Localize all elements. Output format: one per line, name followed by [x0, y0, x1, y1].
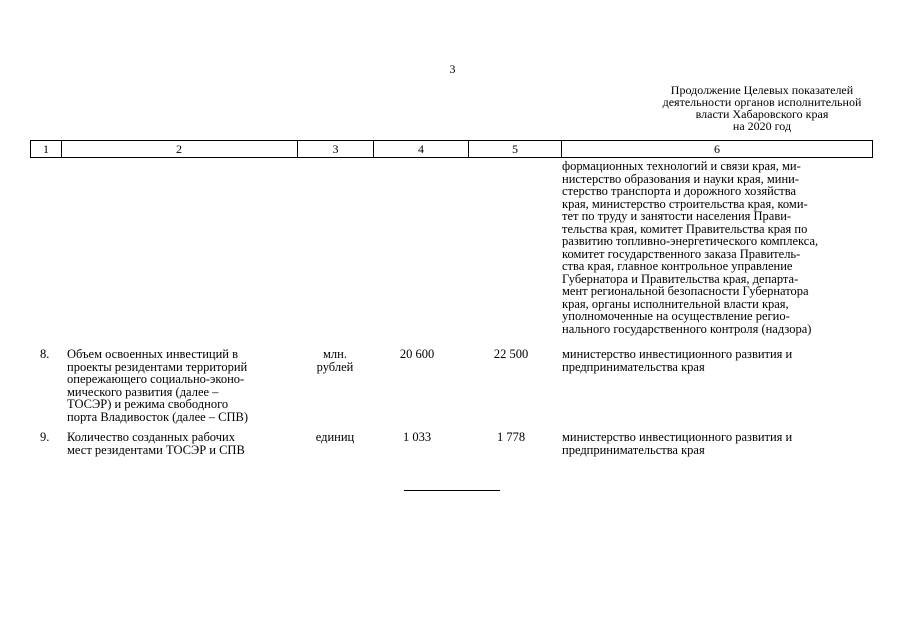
table-caption — [650, 84, 874, 132]
row-8-col5-value: 22 500 — [493, 347, 529, 361]
row-9-col5-value: 1 778 — [496, 430, 526, 444]
row-9-col4-value: 1 033 — [402, 430, 432, 444]
row-9-number: 9. — [40, 430, 50, 444]
row-9-indicator-name: Количество созданных рабочих мест резидентами ТОСЭР и СПВ — [67, 430, 245, 457]
column-header-4: 4 — [374, 140, 469, 158]
row-8-number: 8. — [40, 347, 50, 361]
table-header-row — [30, 140, 873, 158]
column-header-1: 1 — [30, 140, 62, 158]
column-header-3: 3 — [298, 140, 374, 158]
row-9-unit: единиц — [315, 430, 355, 444]
continuation-responsible-text: формационных технологий и связи края, ми- нистерство образования и науки края, мини- стерство транспорта и дорожного хозяйства края, министерство строительства края, коми- тет по труду и занятости населения Прави- тельства края, комитет Правительства края по развитию топливно-энергетического комплекса, комитет государственного заказа Правитель- ства края, главное контрольное управление Губернатора и Правительства края, департа- мент региональной безопасности Губернатора края, органы исполнительной власти края, уполномоченные на осуществление регио- нального государственного контроля (надзора) — [562, 159, 819, 336]
caption-line: власти Хабаровского края — [695, 107, 829, 121]
caption-line: Продолжение Целевых показателей — [670, 83, 854, 97]
row-9-responsible: министерство инвестиционного развития и предпринимательства края — [562, 430, 793, 457]
caption-line: деятельности органов исполнительной — [662, 95, 862, 109]
row-8-col4-value: 20 600 — [399, 347, 435, 361]
row-8-indicator-name: Объем освоенных инвестиций в проекты резидентами территорий опережающего социально-эконо- мического развития (далее – ТОСЭР) и режима свободного порта Владивосток (далее – СПВ) — [67, 347, 249, 424]
column-header-2: 2 — [61, 140, 298, 158]
page-number: 3 — [449, 62, 456, 76]
caption-line: на 2020 год — [732, 119, 792, 133]
column-header-6: 6 — [562, 140, 873, 158]
row-8-responsible: министерство инвестиционного развития и предпринимательства края — [562, 347, 793, 374]
column-header-5: 5 — [469, 140, 562, 158]
row-8-unit: млн. рублей — [316, 347, 354, 374]
end-of-document-line — [404, 490, 500, 491]
